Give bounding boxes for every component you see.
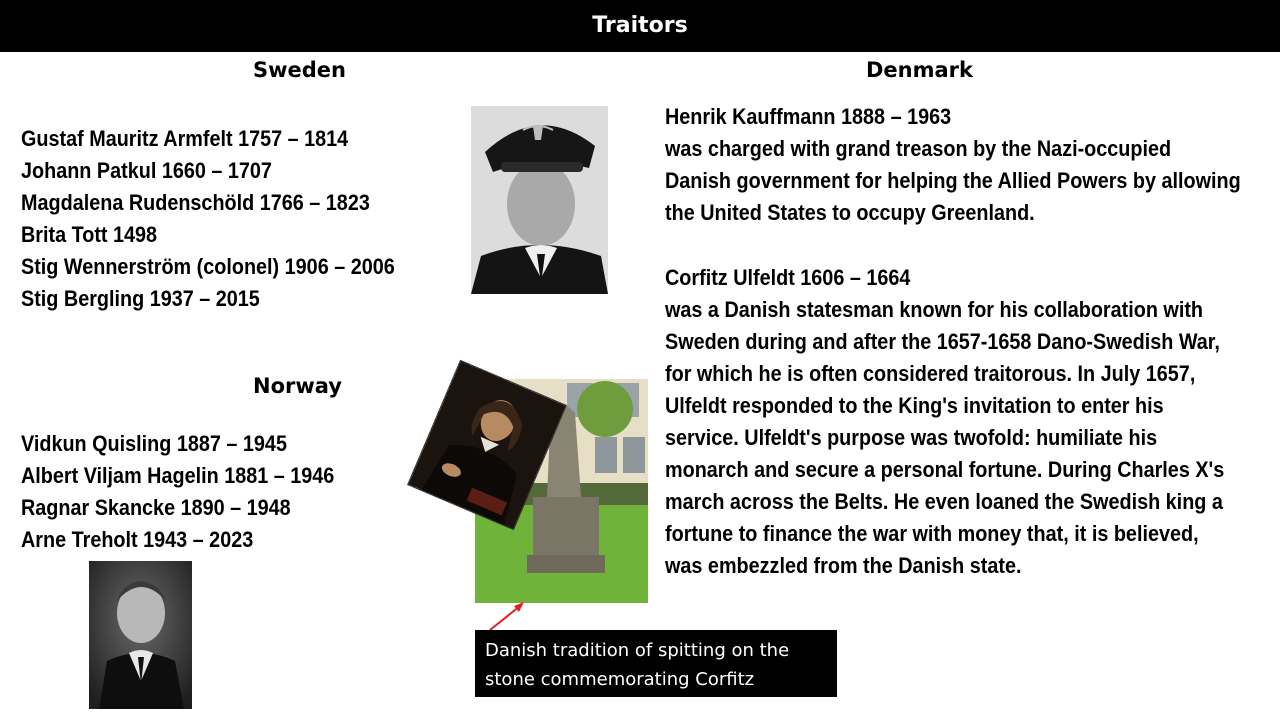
kauffmann-entry: [665, 101, 1241, 229]
list-item: Ragnar Skancke 1890 – 1948: [21, 495, 291, 520]
list-item: Stig Bergling 1937 – 2015: [21, 286, 260, 311]
kauffmann-portrait: [471, 106, 608, 294]
title-bar: [0, 0, 1280, 52]
list-item: Arne Treholt 1943 – 2023: [21, 527, 254, 552]
kauffmann-name: Henrik Kauffmann 1888 – 1963: [665, 104, 952, 129]
ulfeldt-description: was a Danish statesman known for his collaboration with Sweden during and after the 1657-1658 Dano-Swedish War, for which he is often considered traitorous. In July 1657, Ulfeldt responded to the King's invitation to enter his service. Ulfeldt's purpose was twofold: humiliate his monarch and secure a personal fortune. During Charles X's march across the Belts. He even loaned the Swedish king a fortune to finance the war with money that, it is believed, was embezzled from the Danish state.: [665, 297, 1225, 578]
norway-heading: Norway: [253, 374, 342, 398]
kauffmann-description: was charged with grand treason by the Nazi-occupied Danish government for helping the Allied Powers by allowing the United States to occupy Greenland.: [665, 136, 1241, 225]
list-item: Albert Viljam Hagelin 1881 – 1946: [21, 463, 335, 488]
ulfeldt-name: Corfitz Ulfeldt 1606 – 1664: [665, 265, 911, 290]
sweden-list: [21, 123, 436, 315]
list-item: Brita Tott 1498: [21, 222, 158, 247]
stone-caption: Danish tradition of spitting on the stone commemorating Corfitz: [475, 630, 837, 697]
list-item: Stig Wennerström (colonel) 1906 – 2006: [21, 254, 395, 279]
list-item: Johann Patkul 1660 – 1707: [21, 158, 272, 183]
quisling-portrait: [89, 561, 192, 709]
list-item: Vidkun Quisling 1887 – 1945: [21, 431, 287, 456]
denmark-heading: Denmark: [866, 58, 973, 82]
norway-list: [21, 428, 369, 556]
page-title: Traitors: [592, 13, 688, 38]
list-item: Gustaf Mauritz Armfelt 1757 – 1814: [21, 126, 349, 151]
list-item: Magdalena Rudenschöld 1766 – 1823: [21, 190, 370, 215]
ulfeldt-entry: [665, 262, 1241, 582]
sweden-heading: Sweden: [253, 58, 346, 82]
